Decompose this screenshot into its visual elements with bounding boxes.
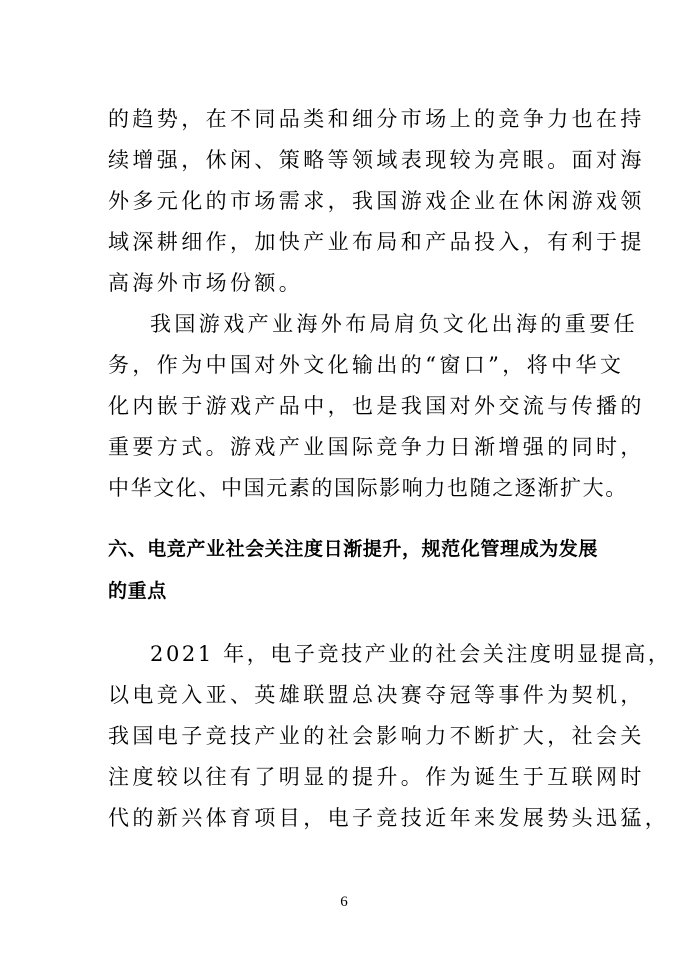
paragraph-1-line-3: 外多元化的市场需求，我国游戏企业在休闲游戏领 xyxy=(108,189,645,213)
section-heading-line-2: 的重点 xyxy=(108,580,167,602)
paragraph-2-line-2: 务，作为中国对外文化输出的“窗口”，将中华文 xyxy=(108,353,625,377)
page-number: 6 xyxy=(340,894,348,910)
paragraph-1-line-4: 域深耕细作，加快产业布局和产品投入，有利于提 xyxy=(108,230,645,254)
paragraph-2-line-3: 化内嵌于游戏产品中，也是我国对外交流与传播的 xyxy=(108,394,645,418)
paragraph-1-line-1: 的趋势，在不同品类和细分市场上的竞争力也在持 xyxy=(108,107,645,131)
paragraph-2-line-5: 中华文化、中国元素的国际影响力也随之逐渐扩大。 xyxy=(108,476,628,500)
paragraph-3-line-2: 以电竞入亚、英雄联盟总决赛夺冠等事件为契机， xyxy=(108,683,645,707)
paragraph-2-line-4: 重要方式。游戏产业国际竞争力日渐增强的同时， xyxy=(108,435,645,459)
paragraph-1-line-5: 高海外市场份额。 xyxy=(108,271,304,295)
paragraph-1-line-2: 续增强，休闲、策略等领域表现较为亮眼。面对海 xyxy=(108,148,645,172)
paragraph-3-line-3: 我国电子竞技产业的社会影响力不断扩大，社会关 xyxy=(108,724,645,748)
section-heading-line-1: 六、电竞产业社会关注度日渐提升，规范化管理成为发展 xyxy=(108,538,599,560)
paragraph-3-line-4: 注度较以往有了明显的提升。作为诞生于互联网时 xyxy=(108,765,645,789)
paragraph-3-line-1: 2021 年，电子竞技产业的社会关注度明显提高， xyxy=(150,642,672,666)
paragraph-2-line-1: 我国游戏产业海外布局肩负文化出海的重要任 xyxy=(150,312,638,336)
paragraph-3-line-5: 代的新兴体育项目，电子竞技近年来发展势头迅猛， xyxy=(108,806,670,830)
